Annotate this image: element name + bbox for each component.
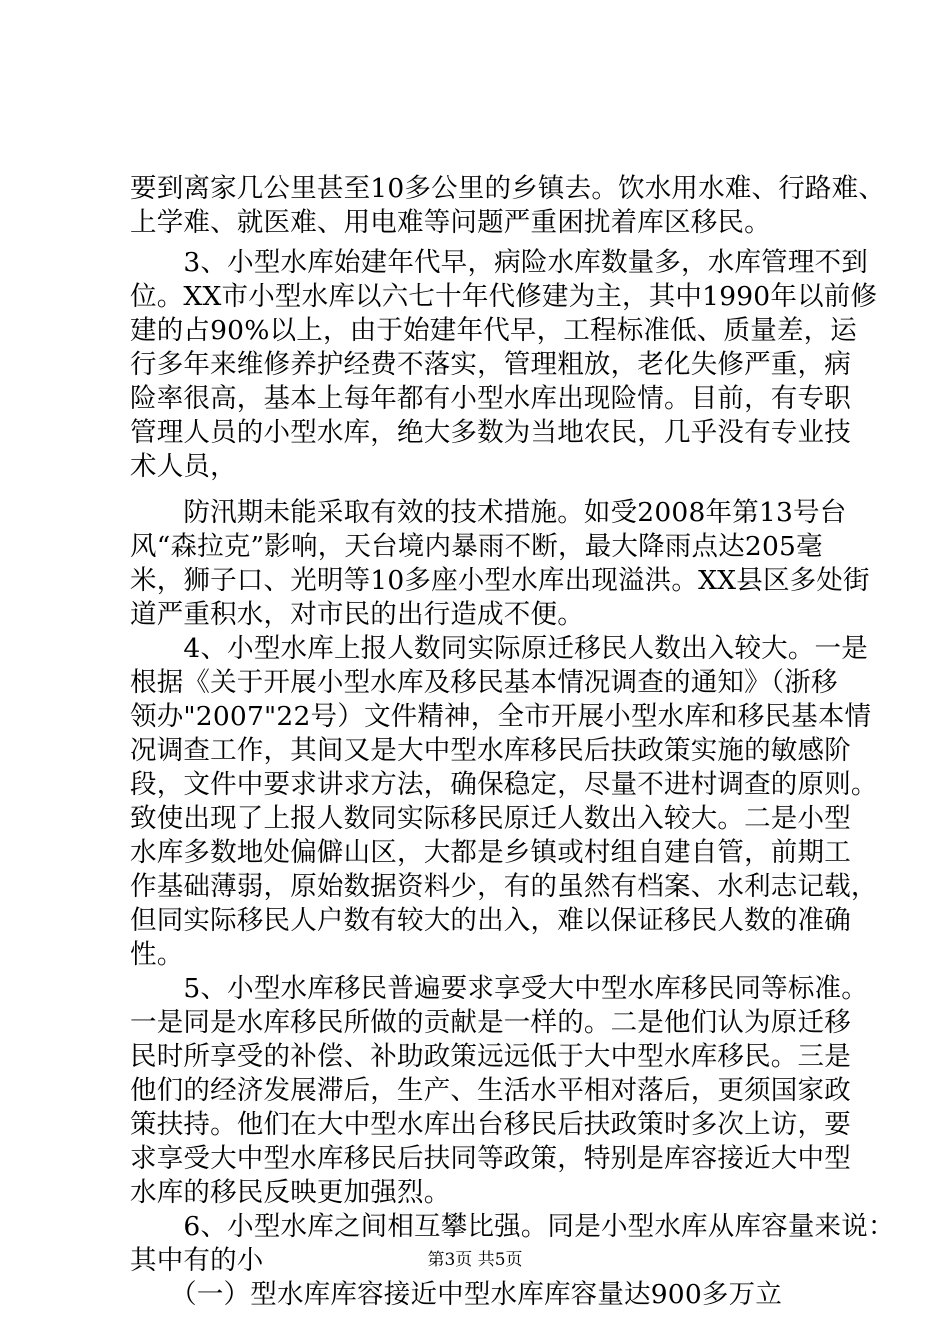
text-line: 水库的移民反映更加强烈。: [130, 1177, 451, 1208]
text-line: 他们的经济发展滞后，生产、生活水平相对落后，更须国家政: [130, 1075, 851, 1106]
text-line: 段，文件中要求讲求方法，确保稳定，尽量不进村调查的原则。: [130, 769, 878, 800]
text-line: 管理人员的小型水库，绝大多数为当地农民，几乎没有专业技: [130, 417, 851, 448]
text-line: 水库多数地处偏僻山区，大都是乡镇或村组自建自管，前期工: [130, 837, 851, 868]
text-line: 5、小型水库移民普遍要求享受大中型水库移民同等标准。: [130, 973, 868, 1004]
text-line: 策扶持。他们在大中型水库出台移民后扶政策时多次上访，要: [130, 1109, 851, 1140]
text-line: 性。: [130, 939, 184, 970]
document-body: [130, 172, 895, 1312]
text-line: 作基础薄弱，原始数据资料少，有的虽然有档案、水利志记载，: [130, 871, 878, 902]
text-line: 米，狮子口、光明等10多座小型水库出现溢洪。XX县区多处街: [130, 565, 870, 596]
text-line: 根据《关于开展小型水库及移民基本情况调查的通知》（浙移: [130, 667, 838, 698]
text-line: 4、小型水库上报人数同实际原迁移民人数出入较大。一是: [130, 633, 868, 664]
text-line: 况调查工作，其间又是大中型水库移民后扶政策实施的敏感阶: [130, 735, 851, 766]
text-line: 建的占90%以上，由于始建年代早，工程标准低、质量差，运: [130, 315, 857, 346]
text-line: 位。XX市小型水库以六七十年代修建为主，其中1990年以前修: [130, 281, 878, 312]
text-line: （一）型水库库容接近中型水库库容量达900多万立: [130, 1279, 783, 1310]
text-line: 防汛期未能采取有效的技术措施。如受2008年第13号台: [130, 497, 847, 528]
text-line: 其中有的小: [130, 1245, 264, 1276]
text-line: 风“森拉克”影响，天台境内暴雨不断，最大降雨点达205毫: [130, 531, 823, 562]
text-line: 致使出现了上报人数同实际移民原迁人数出入较大。二是小型: [130, 803, 851, 834]
text-line: 要到离家几公里甚至10多公里的乡镇去。饮水用水难、行路难、: [130, 173, 886, 204]
text-line: 领办"2007"22号）文件精神，全市开展小型水库和移民基本情: [130, 701, 872, 732]
text-line: 道严重积水，对市民的出行造成不便。: [130, 599, 584, 630]
text-line: 行多年来维修养护经费不落实，管理粗放，老化失修严重，病: [130, 349, 851, 380]
text-line: 但同实际移民人户数有较大的出入，难以保证移民人数的准确: [130, 905, 851, 936]
text-line: 民时所享受的补偿、补助政策远远低于大中型水库移民。三是: [130, 1041, 851, 1072]
text-line: 险率很高，基本上每年都有小型水库出现险情。目前，有专职: [130, 383, 851, 414]
text-line: 一是同是水库移民所做的贡献是一样的。二是他们认为原迁移: [130, 1007, 851, 1038]
text-line: 求享受大中型水库移民后扶同等政策，特别是库容接近大中型: [130, 1143, 851, 1174]
page-number: 第3页 共5页: [427, 1250, 523, 1270]
text-line: 术人员，: [130, 451, 237, 482]
text-line: 3、小型水库始建年代早，病险水库数量多，水库管理不到: [130, 247, 868, 278]
text-line: 6、小型水库之间相互攀比强。同是小型水库从库容量来说：: [130, 1211, 895, 1242]
text-line: 上学难、就医难、用电难等问题严重困扰着库区移民。: [130, 207, 771, 238]
